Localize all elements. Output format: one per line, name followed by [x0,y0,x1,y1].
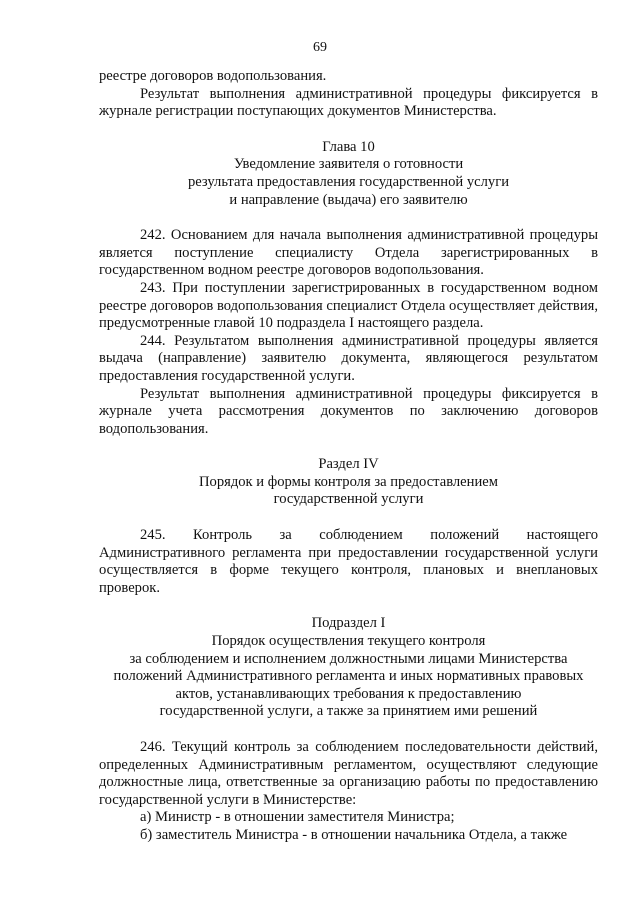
chapter-title-line: и направление (выдача) его заявителю [229,191,468,208]
paragraph-continuation: реестре договоров водопользования. [99,68,327,84]
subsection-title-line: государственной услуги, а также за принятием ими решений [159,703,538,720]
paragraph-result-registration: Результат выполнения административной процедуры фиксируется в журнале регистрации поступающих документов Министерства. [99,85,598,120]
paragraph-246: 246. Текущий контроль за соблюдением последовательности действий, определенных Административным регламентом, осуществляют следующие должностные лица, ответственные за организацию работы по предоставлению государственной услуги в Министерстве: [99,739,598,808]
paragraph-245: 245. Контроль за соблюдением положений настоящего Административного регламента при предоставлении государственной услуги осуществляется в форме текущего контроля, плановых и внеплановых проверок. [99,527,598,596]
paragraph-244: 244. Результатом выполнения административной процедуры является выдача (направление) заявителю документа, являющегося результатом предоставления государственной услуги. [99,332,598,384]
section-title-line: государственной услуги [273,491,424,508]
subsection-title-line: за соблюдением и исполнением должностными лицами Министерства [129,650,568,667]
chapter-label: Глава 10 [322,138,375,155]
section-title-line: Порядок и формы контроля за предоставлением [198,473,498,490]
subsection-title-line: положений Административного регламента и иных нормативных правовых [113,668,584,685]
paragraph-243: 243. При поступлении зарегистрированных в государственном водном реестре договоров водопользования специалист Отдела осуществляет действия, предусмотренные главой 10 подраздела I настоящего раздела. [99,279,598,332]
subsection-label: Подраздел I [311,615,386,632]
paragraph-result-journal: Результат выполнения административной процедуры фиксируется в журнале учета рассмотрения документов по заключению договоров водопользования. [99,385,598,437]
list-item-b: б) заместитель Министра - в отношении начальника Отдела, а также [140,826,568,843]
chapter-title-line: результата предоставления государственной услуги [187,173,510,190]
document-body [99,68,598,845]
section-label: Раздел IV [318,456,379,473]
chapter-heading [99,139,598,209]
page-number: 69 [313,40,327,55]
list-item-a: а) Министр - в отношении заместителя Министра; [140,809,455,826]
subsection-heading [99,615,598,721]
chapter-title-line: Уведомление заявителя о готовности [233,156,464,173]
paragraph-242: 242. Основанием для начала выполнения административной процедуры является поступление специалисту Отдела зарегистрированных в государственном водном реестре договоров водопользования. [99,227,598,279]
subsection-title-line: актов, устанавливающих требования к предоставлению [175,685,522,702]
section-heading [99,456,598,509]
subsection-title-line: Порядок осуществления текущего контроля [211,633,486,650]
